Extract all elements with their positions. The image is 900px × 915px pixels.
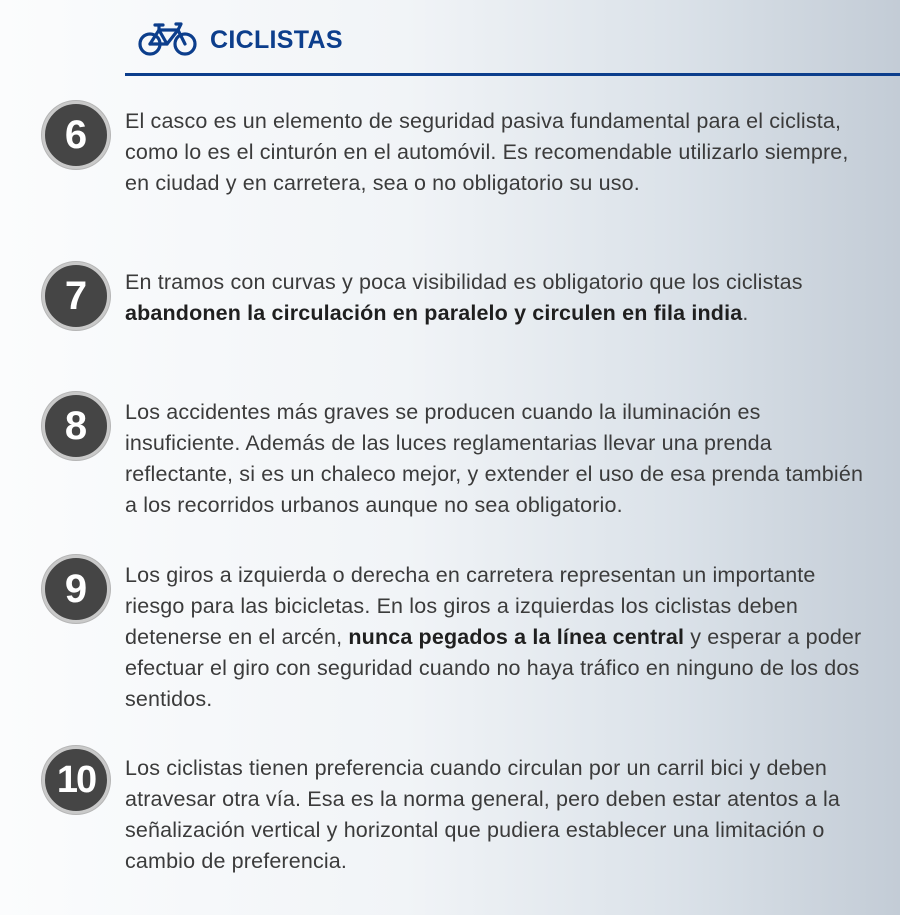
text-segment: En tramos con curvas y poca visibilidad es obligatorio que los ciclistas	[125, 270, 803, 294]
item-text	[125, 106, 875, 199]
item-text	[125, 397, 875, 521]
text-segment: El casco es un elemento de seguridad pasiva fundamental para el ciclista, como lo es el cinturón en el automóvil. Es recomendable utilizarlo siempre, en ciudad y en carretera, sea o no obligatorio su uso.	[125, 109, 849, 195]
text-segment: .	[742, 301, 749, 325]
section-header	[125, 0, 900, 76]
section-title: CICLISTAS	[210, 26, 343, 54]
item-text	[125, 560, 875, 715]
bold-text-segment: nunca pegados a la línea central	[348, 625, 685, 649]
text-segment: Los giros a izquierda o derecha en carretera representan un importante riesgo para las bicicletas. En los giros a izquierdas los ciclistas deben detenerse en el arcén,	[125, 563, 816, 649]
text-segment: y esperar a poder efectuar el giro con seguridad cuando no haya tráfico en ninguno de los dos sentidos.	[125, 625, 862, 711]
number-badge: 9	[42, 555, 110, 623]
text-segment: Los accidentes más graves se producen cuando la iluminación es insuficiente. Además de las luces reglamentarias llevar una prenda reflectante, si es un chaleco mejor, y extender el uso de esa prenda también a los recorridos urbanos aunque no sea obligatorio.	[125, 400, 864, 517]
item-text	[125, 753, 875, 877]
bold-text-segment: abandonen la circulación en paralelo y circulen en fila india	[125, 301, 743, 325]
bicycle-icon	[138, 21, 198, 57]
number-badge: 6	[42, 101, 110, 169]
number-badge: 8	[42, 392, 110, 460]
number-badge: 7	[42, 262, 110, 330]
item-text	[125, 267, 875, 329]
number-badge: 10	[42, 746, 110, 814]
text-segment: Los ciclistas tienen preferencia cuando circulan por un carril bici y deben atravesar otra vía. Esa es la norma general, pero deben estar atentos a la señalización vertical y horizontal que pudiera establecer una limitación o cambio de preferencia.	[125, 756, 841, 873]
